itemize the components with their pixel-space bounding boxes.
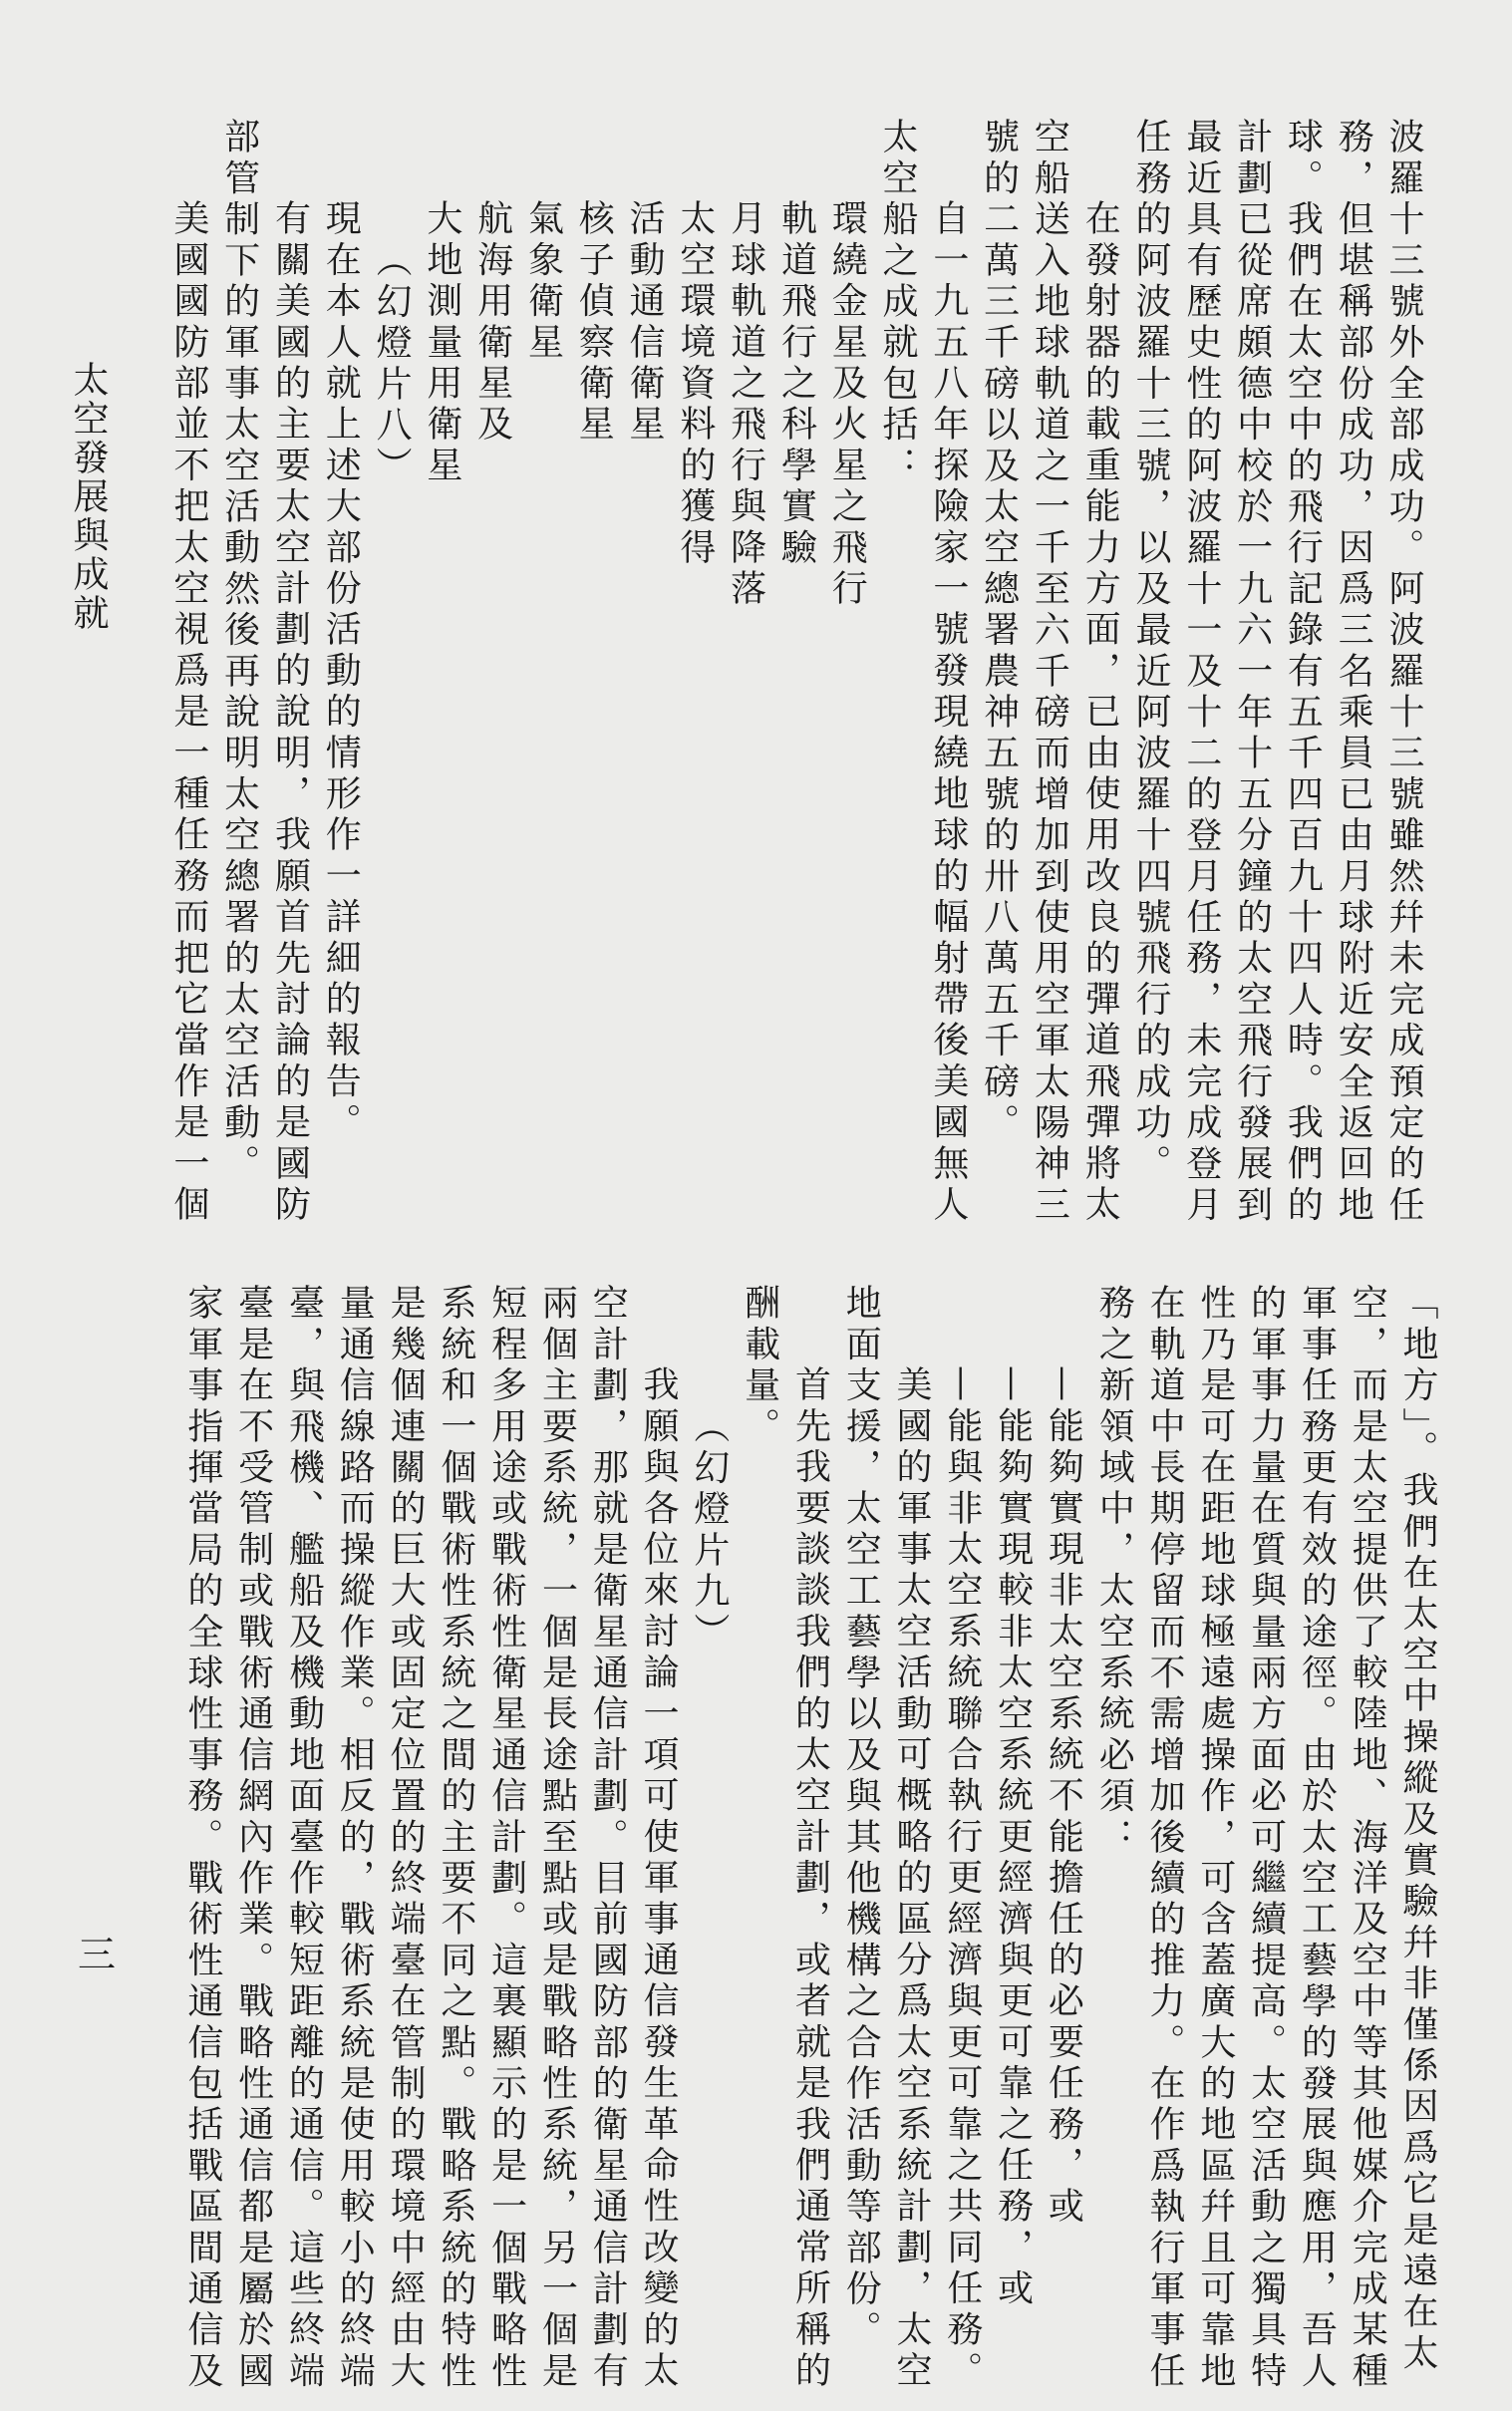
list-item: 環繞金星及火星之飛行	[826, 199, 868, 610]
slide-note: （幻燈片九）	[688, 1407, 730, 1655]
text-column: 部管制下的軍事太空活動然後再說明太空總署的太空活動。	[218, 118, 260, 1186]
text-column: 的軍事力量在質與量兩方面必可繼續提高。太空活動之獨具特	[1245, 1284, 1287, 2393]
list-item: —能與非太空系統聯合執行更經濟與更可靠之共同任務。	[941, 1365, 983, 2392]
list-item: —能夠實現較非太空系統更經濟與更可靠之任務，或	[992, 1365, 1034, 2310]
text-column: 有關美國的主要太空計劃的說明，我願首先討論的是國防	[269, 199, 311, 1226]
list-item: 航海用衛星及	[471, 199, 513, 447]
text-column: 酬載量。	[739, 1284, 780, 1448]
slide-note: （幻燈片八）	[371, 241, 413, 488]
list-item: 核子偵察衛星	[573, 199, 615, 447]
text-column: 計劃已從席頗德中校於一九六一年十五分鐘的太空飛行發展到	[1231, 118, 1273, 1227]
text-column: 太空船之成就包括：	[877, 118, 919, 487]
text-column: 量通信線路而操縱作業。相反的，戰術系統是使用較小的終端	[334, 1284, 376, 2393]
text-column: 美國的軍事太空活動可概略的區分爲太空系統計劃，太空	[891, 1365, 933, 2392]
text-column: 性乃是可在距地球極遠處操作，可含蓋廣大的地區幷且可靠地	[1194, 1284, 1236, 2393]
text-column: 空計劃，那就是衛星通信計劃。目前國防部的衛星通信計劃有	[587, 1284, 629, 2393]
text-column: 最近具有歷史性的阿波羅十一及十二的登月任務，未完成登月	[1180, 118, 1222, 1227]
text-column: 自一九五八年探險家一號發現繞地球的幅射帶後美國無人	[927, 199, 969, 1226]
text-column: 號的二萬三千磅以及太空總署農神五號的卅八萬五千磅。	[978, 118, 1020, 1144]
text-column: 是幾個連關的巨大或固定位置的終端臺在管制的環境中經由大	[385, 1284, 427, 2393]
text-column: 家軍事指揮當局的全球性事務。戰術性通信包括戰區間通信及	[181, 1284, 223, 2393]
text-column: 軍事任務更有效的途徑。由於太空工藝學的發展與應用，吾人	[1296, 1284, 1338, 2393]
text-column: 任務的阿波羅十三號，以及最近阿波羅十四號飛行的成功。	[1130, 118, 1172, 1186]
text-column: 在軌道中長期停留而不需增加後續的推力。在作爲執行軍事任	[1144, 1284, 1186, 2393]
list-item: 氣象衛星	[522, 199, 564, 364]
list-item: 太空環境資料的獲得	[674, 199, 716, 569]
text-column: 短程多用途或戰術性衛星通信計劃。這裏顯示的是一個戰略性	[485, 1284, 527, 2393]
list-item: —能夠實現非太空系統不能擔任的必要任務，或	[1043, 1365, 1084, 2229]
page-number: 三	[78, 1933, 117, 1976]
text-column: 臺是在不受管制或戰術通信網內作業。戰略性通信都是屬於國	[232, 1284, 274, 2393]
text-column: 務，但堪稱部份成功，因爲三名乘員已由月球附近安全返回地	[1333, 118, 1374, 1227]
running-header-title: 太空發展與成就	[68, 361, 109, 633]
list-item: 大地測量用衛星	[421, 199, 462, 487]
text-column: 空，而是太空提供了較陸地、海洋及空中等其他媒介完成某種	[1347, 1284, 1388, 2393]
list-item: 活動通信衛星	[624, 199, 666, 447]
text-column: 在發射器的載重能力方面，已由使用改良的彈道飛彈將太	[1079, 199, 1121, 1226]
text-column: 球。我們在太空中的飛行記錄有五千四百九十四人時。我們的	[1282, 118, 1324, 1227]
text-column: 臺，與飛機、艦船及機動地面臺作較短距離的通信。這些終端	[283, 1284, 325, 2393]
text-column: 現在本人就上述大部份活動的情形作一詳細的報告。	[320, 199, 362, 1144]
text-column: 波羅十三號外全部成功。阿波羅十三號雖然幷未完成預定的任	[1383, 118, 1424, 1227]
lower-text-block	[176, 1284, 1442, 2392]
list-item: 月球軌道之飛行與降落	[725, 199, 766, 610]
text-column: 「地方」。我們在太空中操縱及實驗幷非僅係因爲它是遠在太	[1397, 1284, 1438, 2375]
text-column: 我願與各位來討論一項可使軍事通信發生革命性改變的太	[638, 1365, 680, 2392]
text-column: 地面支援，太空工藝學以及與其他機構之合作活動等部份。	[840, 1284, 882, 2352]
text-column: 兩個主要系統，一個是長途點至點或是戰略性系統，另一個是	[536, 1284, 578, 2393]
text-column: 美國國防部並不把太空視爲是一種任務而把它當作是一個	[167, 199, 209, 1226]
list-item: 軌道飛行之科學實驗	[775, 199, 817, 569]
text-column: 首先我要談談我們的太空計劃，或者就是我們通常所稱的	[789, 1365, 831, 2392]
text-column: 務之新領域中，太空系統必須：	[1093, 1284, 1135, 1859]
text-column: 空船送入地球軌道之一千至六千磅而增加到使用空軍太陽神三	[1029, 118, 1070, 1227]
upper-text-block	[162, 118, 1428, 1226]
text-column: 系統和一個戰術性系統之間的主要不同之點。戰略系統的特性	[435, 1284, 476, 2393]
